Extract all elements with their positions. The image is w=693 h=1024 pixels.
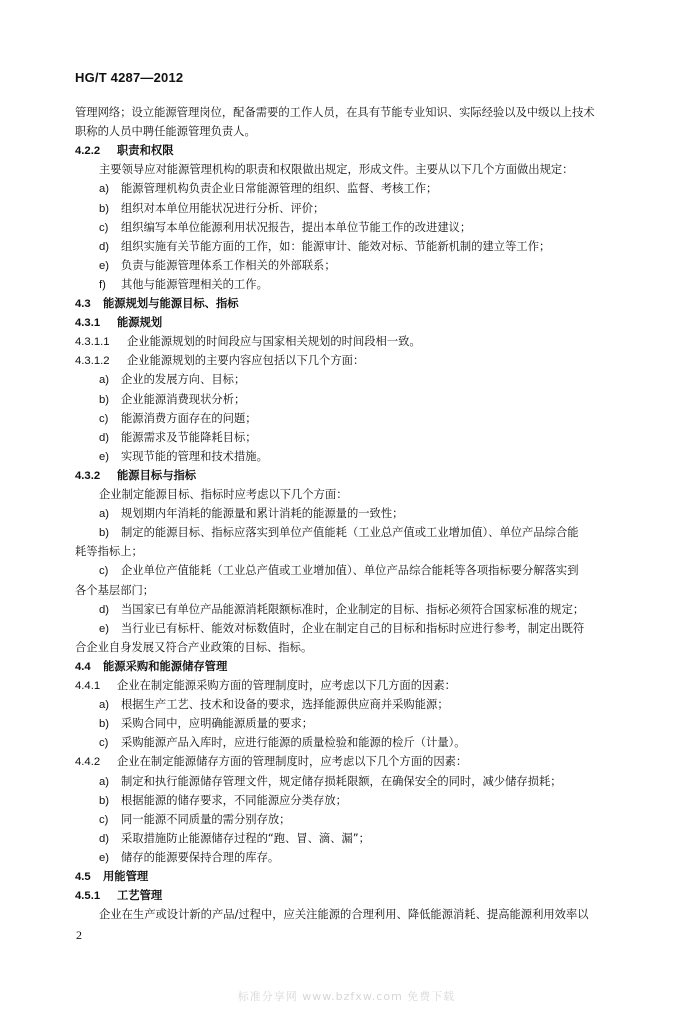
section-heading — [75, 870, 148, 884]
section-number: 4.4.2 — [75, 756, 101, 769]
list-item — [99, 775, 562, 789]
text-line — [75, 755, 467, 769]
list-item-text: 负责与能源管理体系工作相关的外部联系； — [121, 258, 336, 272]
section-number: 4.5 — [75, 871, 91, 883]
list-item-label: d) — [99, 431, 110, 444]
section-title: 职责和权限 — [117, 144, 174, 158]
section-number: 4.4.1 — [75, 680, 101, 692]
list-item-text: 能源需求及节能降耗目标； — [121, 430, 257, 444]
list-item-text: 当国家已有单位产品能源消耗限额标准时，企业制定的目标、指标必须符合国家标准的规定； — [121, 602, 585, 616]
list-item — [99, 736, 466, 750]
paragraph-text: 企业在生产或设计新的产品/过程中，应关注能源的合理利用、降低能源消耗、提高能源利用效率以 — [99, 908, 589, 922]
clause-text: 企业在制定能源采购方面的管理制度时，应考虑以下几方面的因素： — [117, 679, 456, 692]
site-watermark: 标准分享网 www.bzfxw.com 免费下载 — [237, 990, 456, 1003]
clause-text: 企业在制定能源储存方面的管理制度时，应考虑以下几个方面的因素： — [117, 755, 468, 769]
text-line — [75, 641, 312, 655]
list-item — [99, 278, 268, 292]
section-title: 能源规划与能源目标、指标 — [103, 297, 239, 310]
list-item — [99, 221, 471, 235]
list-item — [99, 450, 268, 464]
section-title: 用能管理 — [103, 870, 149, 883]
list-item — [99, 507, 403, 521]
section-heading — [75, 469, 196, 483]
list-item-label: c) — [99, 737, 109, 750]
list-item — [99, 259, 336, 273]
list-item-text: 采取措施防止能源储存过程的“跑、冒、滴、漏”； — [121, 831, 370, 845]
list-item-label: f) — [99, 278, 106, 291]
list-item-text: 根据生产工艺、技术和设备的要求，选择能源供应商并采购能源； — [121, 698, 449, 712]
section-heading — [75, 144, 174, 158]
document-code: HG/T 4287—2012 — [75, 70, 184, 85]
list-item-text: 企业的发展方向、目标； — [121, 373, 246, 387]
paragraph-text: 主要领导应对能源管理机构的职责和权限做出规定，形成文件。主要从以下几个方面做出规定： — [99, 163, 574, 177]
page-number: 2 — [76, 928, 82, 942]
list-item-text: 能源消费方面存在的问题； — [121, 411, 257, 425]
list-item-label: e) — [99, 450, 110, 463]
list-item-text: 制定的能源目标、指标应落实到单位产值能耗（工业总产值或工业增加值）、单位产品综合能 — [121, 526, 579, 540]
list-item-text: 采购能源产品入库时，应进行能源的质量检验和能源的检斤（计量）。 — [121, 736, 466, 750]
list-item-text: 根据能源的储存要求，不同能源应分类存放； — [121, 793, 347, 807]
list-item-label: d) — [99, 832, 110, 845]
list-item — [99, 526, 579, 540]
section-number: 4.2.2 — [75, 145, 101, 158]
list-item-label: a) — [99, 699, 110, 712]
section-number: 4.3.1.2 — [75, 355, 110, 368]
list-item — [99, 794, 347, 808]
list-item-text: 能源管理机构负责企业日常能源管理的组织、监督、考核工作； — [121, 182, 438, 196]
text-line — [99, 488, 348, 502]
list-item — [99, 698, 449, 712]
paragraph-text: 耗等指标上； — [75, 545, 143, 559]
clause-text: 企业能源规划的主要内容应包括以下几个方面： — [127, 354, 365, 368]
paragraph-text: 职称的人员中聘任能源管理负责人。 — [75, 125, 256, 139]
clause-text: 企业能源规划的时间段应与国家相关规划的时间段相一致。 — [127, 335, 421, 349]
list-item-label: c) — [99, 565, 109, 578]
text-line — [99, 163, 573, 177]
paragraph-text: 各个基层部门； — [75, 583, 155, 597]
list-item — [99, 851, 279, 865]
list-item-text: 其他与能源管理相关的工作。 — [121, 277, 268, 291]
text-line — [75, 545, 143, 559]
section-number: 4.5.1 — [75, 890, 101, 903]
section-number: 4.4 — [75, 660, 91, 673]
list-item — [99, 717, 313, 731]
list-item-label: b) — [99, 527, 110, 540]
section-number: 4.3 — [75, 298, 91, 310]
list-item-label: d) — [99, 240, 110, 253]
list-item — [99, 202, 324, 216]
list-item — [99, 813, 290, 827]
paragraph-text: 合企业自身发展又符合产业政策的目标、指标。 — [75, 640, 313, 654]
section-number: 4.3.1 — [75, 317, 101, 330]
list-item-text: 企业单位产值能耗（工业总产值或工业增加值）、单位产品综合能耗等各项指标要分解落实到 — [121, 564, 579, 578]
text-line — [75, 679, 456, 693]
list-item-text: 储存的能源要保持合理的库存。 — [121, 850, 280, 864]
list-item-text: 制定和执行能源储存管理文件，规定储存损耗限额，在确保安全的同时，减少储存损耗； — [121, 774, 562, 788]
section-heading — [75, 316, 162, 330]
list-item-label: a) — [99, 508, 110, 521]
list-item-label: a) — [99, 374, 110, 387]
text-line — [75, 354, 364, 368]
list-item-label: e) — [99, 851, 110, 864]
list-item-text: 当行业已有标杆、能效对标数值时，企业在制定自己的目标和指标时应进行参考，制定出既符 — [121, 621, 585, 635]
list-item-label: b) — [99, 718, 110, 731]
section-title: 能源采购和能源储存管理 — [103, 659, 228, 673]
section-number: 4.3.2 — [75, 469, 101, 482]
list-item — [99, 240, 550, 254]
paragraph-text: 管理网络；设立能源管理岗位，配备需要的工作人员，在具有节能专业知识、实际经验以及中级以上技术 — [75, 106, 595, 119]
section-heading — [75, 297, 239, 311]
text-line — [99, 908, 589, 922]
list-item-text: 采购合同中，应明确能源质量的要求； — [121, 717, 314, 731]
list-item-text: 企业能源消费现状分析； — [121, 392, 246, 406]
list-item — [99, 832, 370, 846]
section-title: 能源规划 — [117, 316, 163, 330]
list-item-label: c) — [99, 813, 109, 826]
list-item-label: c) — [99, 221, 109, 234]
list-item-label: b) — [99, 393, 110, 406]
list-item-label: a) — [99, 183, 110, 196]
list-item — [99, 373, 245, 387]
list-item — [99, 622, 584, 636]
list-item-text: 组织对本单位用能状况进行分析、评价； — [121, 201, 325, 215]
list-item-label: d) — [99, 603, 110, 616]
list-item-text: 同一能源不同质量的需分别存放； — [121, 812, 291, 826]
list-item-label: e) — [99, 622, 110, 635]
list-item-label: c) — [99, 412, 109, 425]
paragraph-text: 企业制定能源目标、指标时应考虑以下几个方面： — [99, 488, 348, 501]
list-item — [99, 603, 584, 617]
list-item — [99, 431, 257, 445]
section-heading — [75, 889, 162, 903]
text-line — [75, 584, 154, 598]
list-item — [99, 412, 257, 426]
list-item-label: b) — [99, 794, 110, 807]
text-line — [75, 125, 256, 139]
section-heading — [75, 660, 227, 674]
text-line — [75, 335, 421, 349]
list-item — [99, 564, 579, 578]
section-number: 4.3.1.1 — [75, 336, 110, 349]
list-item-text: 实现节能的管理和技术措施。 — [121, 449, 268, 463]
list-item — [99, 393, 245, 407]
section-title: 能源目标与指标 — [117, 468, 197, 482]
list-item — [99, 182, 437, 196]
list-item-label: a) — [99, 775, 110, 788]
list-item-text: 组织编写本单位能源利用状况报告，提出本单位节能工作的改进建议； — [121, 220, 472, 234]
text-line — [75, 106, 595, 120]
list-item-label: e) — [99, 259, 110, 272]
list-item-label: b) — [99, 202, 110, 215]
list-item-text: 组织实施有关节能方面的工作，如：能源审计、能效对标、节能新机制的建立等工作； — [121, 239, 551, 253]
list-item-text: 规划期内年消耗的能源量和累计消耗的能源量的一致性； — [121, 507, 404, 521]
section-title: 工艺管理 — [117, 889, 163, 903]
